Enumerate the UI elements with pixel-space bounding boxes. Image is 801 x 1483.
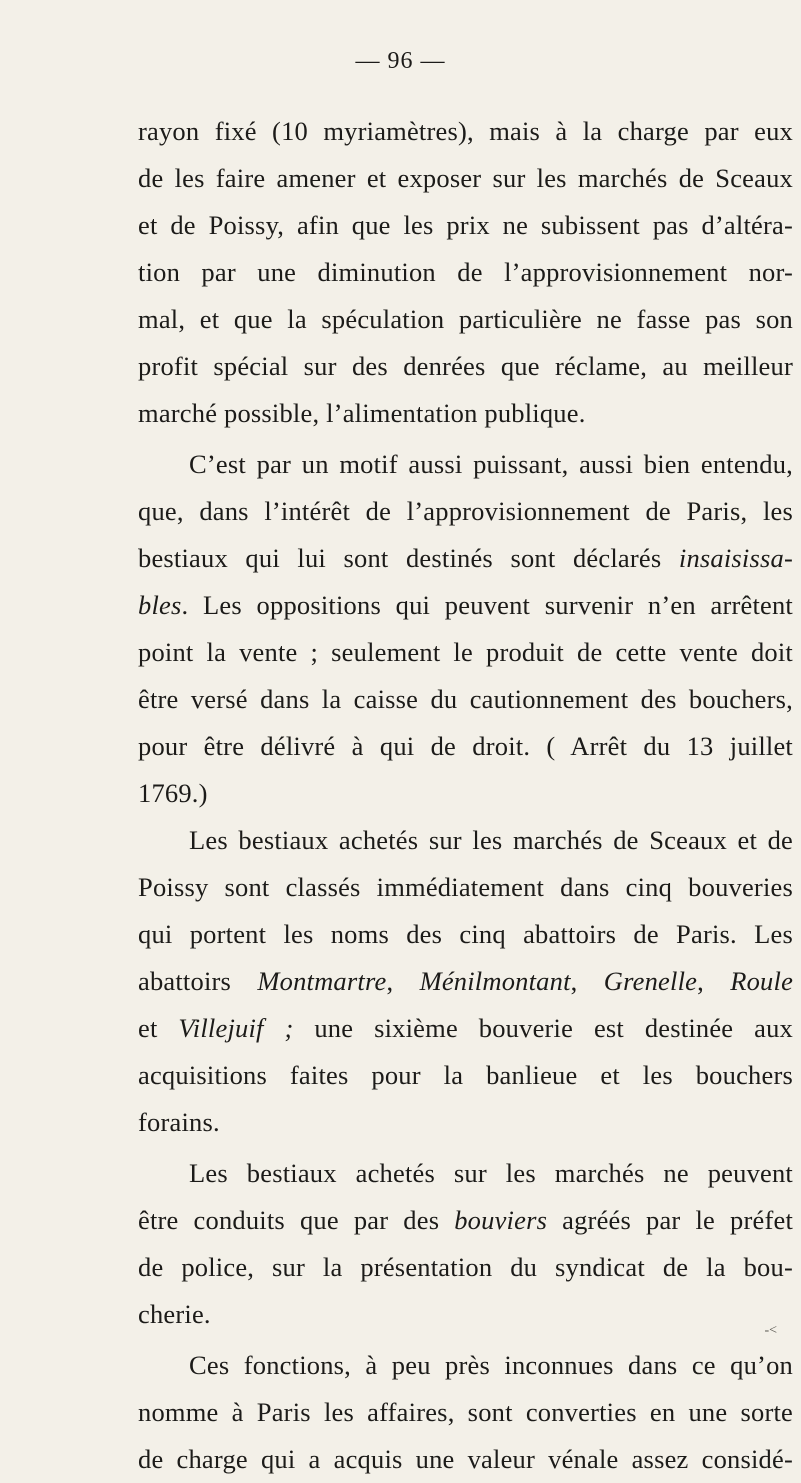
text-line: Les bestiaux achetés sur les marchés de Sceaux et de xyxy=(189,825,793,855)
print-speck-mark: -< xyxy=(764,1323,777,1338)
text-run: , xyxy=(697,966,731,996)
text-run: abattoirs xyxy=(138,966,258,996)
italic-term: Grenelle xyxy=(603,966,698,996)
italic-term: bles xyxy=(138,590,182,620)
italic-term: bouviers xyxy=(454,1205,548,1235)
text-line: point la vente ; seulement le produit de cette vente doit xyxy=(138,637,793,667)
text-line: de les faire amener et exposer sur les marchés de Sceaux xyxy=(138,163,793,193)
text-line: Les bestiaux achetés sur les marchés ne peuvent xyxy=(189,1158,793,1188)
text-line: tion par une diminution de l’approvisionnement nor- xyxy=(138,257,793,287)
text-line: nomme à Paris les affaires, sont converties en une sorte xyxy=(138,1397,793,1427)
text-line xyxy=(138,535,793,582)
italic-term: Montmartre xyxy=(257,966,387,996)
paragraph-5 xyxy=(138,1342,793,1483)
text-run: une sixième bouverie est destinée aux xyxy=(293,1013,793,1043)
text-line: marché possible, l’alimentation publique. xyxy=(138,398,586,428)
text-line: mal, et que la spéculation particulière ne fasse pas son xyxy=(138,304,793,334)
italic-term: Roule xyxy=(730,966,794,996)
text-run: être conduits que par des xyxy=(138,1205,455,1235)
paragraph-2 xyxy=(138,441,793,817)
page-number-header: — 96 — xyxy=(355,48,446,74)
text-line xyxy=(138,1197,793,1244)
text-run: bestiaux qui lui sont destinés sont déclarés xyxy=(138,543,679,573)
text-line: de police, sur la présentation du syndicat de la bou- xyxy=(138,1252,793,1282)
text-line: de charge qui a acquis une valeur vénale assez considé- xyxy=(138,1444,793,1474)
italic-term: insaisissa- xyxy=(678,543,793,573)
text-line: Poissy sont classés immédiatement dans cinq bouveries xyxy=(138,872,793,902)
text-run: , xyxy=(570,966,604,996)
text-line: pour être délivré à qui de droit. ( Arrêt du 13 juillet xyxy=(138,731,793,761)
italic-term: Ménilmontant xyxy=(419,966,571,996)
text-line: rayon fixé (10 myriamètres), mais à la charge par eux xyxy=(138,116,793,146)
text-line: 1769.) xyxy=(138,778,208,808)
text-line: cherie. xyxy=(138,1299,211,1329)
text-run: . Les oppositions qui peuvent survenir n’en arrêtent xyxy=(181,590,793,620)
text-line xyxy=(138,582,793,629)
text-line: qui portent les noms des cinq abattoirs de Paris. Les xyxy=(138,919,793,949)
text-line: forains. xyxy=(138,1107,220,1137)
text-line: acquisitions faites pour la banlieue et les bouchers xyxy=(138,1060,793,1090)
text-run: et xyxy=(138,1013,179,1043)
text-line: que, dans l’intérêt de l’approvisionnement de Paris, les xyxy=(138,496,793,526)
page-body xyxy=(138,108,793,1483)
text-run: , xyxy=(386,966,420,996)
text-line xyxy=(138,1005,793,1052)
text-line: être versé dans la caisse du cautionnement des bouchers, xyxy=(138,684,793,714)
text-line: Ces fonctions, à peu près inconnues dans ce qu’on xyxy=(189,1350,793,1380)
text-line: profit spécial sur des denrées que réclame, au meilleur xyxy=(138,351,793,381)
paragraph-3 xyxy=(138,817,793,1146)
italic-term: Villejuif ; xyxy=(178,1013,294,1043)
paragraph-4 xyxy=(138,1150,793,1338)
text-line: et de Poissy, afin que les prix ne subissent pas d’altéra- xyxy=(138,210,793,240)
paragraph-1 xyxy=(138,108,793,437)
text-line xyxy=(138,958,793,1005)
text-run: agréés par le préfet xyxy=(547,1205,794,1235)
text-line: C’est par un motif aussi puissant, aussi bien entendu, xyxy=(189,449,793,479)
